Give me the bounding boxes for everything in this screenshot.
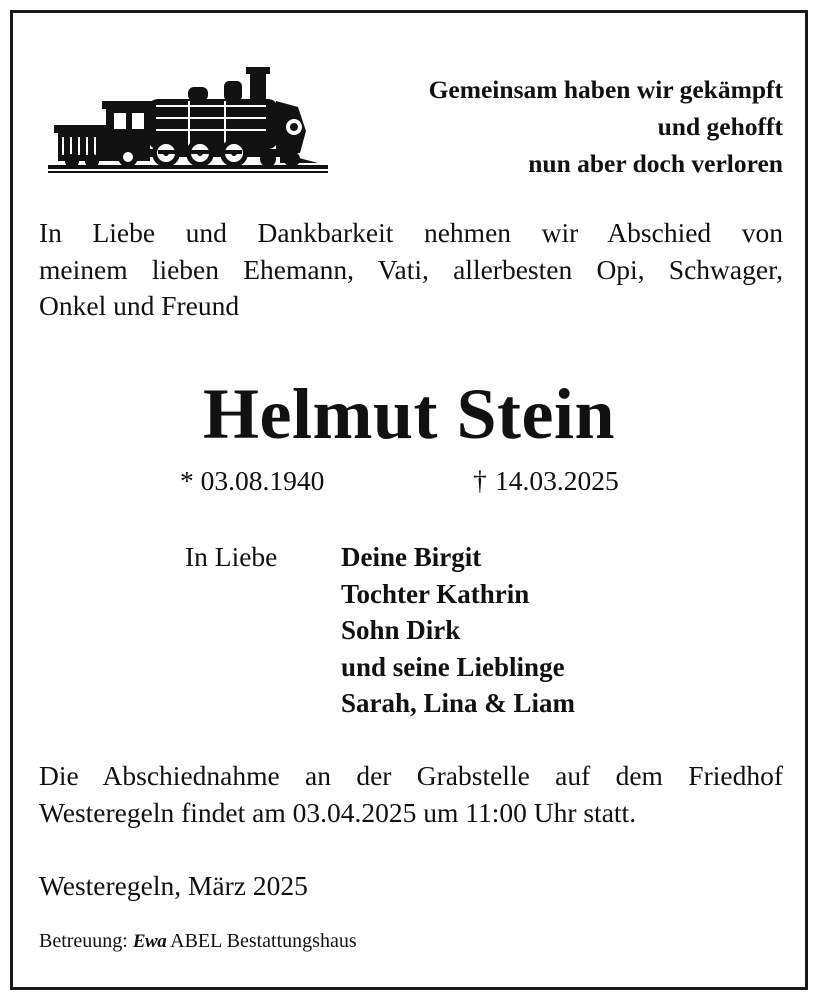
- intro-text: [39, 215, 783, 325]
- ceremony-line: Die Abschiednahme an der Grabstelle auf dem Friedhof: [39, 760, 783, 791]
- intro-line: In Liebe und Dankbarkeit nehmen wir Abschied von: [39, 217, 783, 248]
- death-date: 14.03.2025: [495, 465, 619, 496]
- death-date-line: [473, 461, 619, 501]
- mourner-line: Sarah, Lina & Liam: [341, 688, 576, 718]
- obituary-card: [10, 10, 808, 990]
- ceremony-line: Westeregeln findet am 03.04.2025 um 11:00 Uhr statt.: [39, 796, 637, 828]
- funeral-home-logo: Ewa: [132, 931, 167, 952]
- intro-line: meinem lieben Ehemann, Vati, allerbesten Opi, Schwager,: [39, 253, 783, 285]
- mourner-line: Deine Birgit: [341, 542, 482, 572]
- funeral-home-credit: [39, 926, 357, 957]
- motto-line: Gemeinsam haben wir gekämpft: [428, 75, 783, 104]
- intro-line: Onkel und Freund: [39, 290, 240, 321]
- motto-line: nun aber doch verloren: [528, 149, 783, 178]
- dagger-icon: †: [473, 465, 487, 496]
- mourner-line: Tochter Kathrin: [341, 578, 530, 609]
- motto: [429, 71, 783, 182]
- ceremony-notice: [39, 758, 783, 831]
- mourner-line: Sohn Dirk: [341, 615, 461, 645]
- deceased-name: Helmut Stein: [203, 374, 615, 454]
- steam-locomotive-icon: [48, 61, 328, 189]
- motto-line: und gehofft: [657, 112, 783, 141]
- funeral-home-name: ABEL Bestattungshaus: [170, 930, 357, 952]
- place-and-date: Westeregeln, März 2025: [39, 870, 308, 901]
- mourner-line: und seine Lieblinge: [341, 651, 565, 682]
- care-label: Betreuung:: [39, 930, 128, 952]
- mourners-label: In Liebe: [185, 541, 278, 572]
- birth-date: * 03.08.1940: [180, 465, 325, 496]
- mourners-list: [341, 539, 575, 722]
